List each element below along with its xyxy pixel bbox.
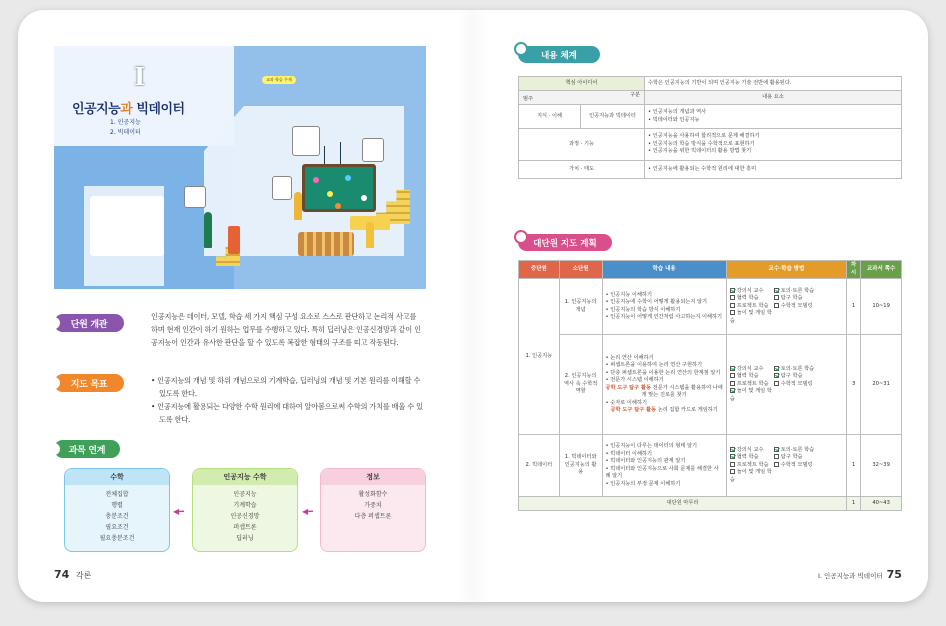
checkbox-icon <box>730 373 735 378</box>
title-part-b: 빅데이터 <box>132 102 185 117</box>
relation-box-items <box>65 485 169 544</box>
chapter-cover-illustration <box>54 46 426 289</box>
relation-item: 다층 퍼셉트론 <box>354 513 392 520</box>
category-cell: 가치 · 태도 <box>519 161 645 179</box>
relation-arrow: ◀━ <box>173 507 184 516</box>
relation-item: 행렬 <box>111 502 123 509</box>
method-label: 놀이 및 게임 학습 <box>729 388 772 402</box>
table-row <box>519 279 902 335</box>
activity-text: 전문가 시스템을 활용하여 나에게 맞는 진로를 찾기 <box>641 384 723 398</box>
content-item: • 인공지능의 학습 방식을 수학적으로 표현하기 <box>648 141 898 149</box>
method-label: 토의·토론 학습 <box>780 287 815 294</box>
relation-item: 필요조건 <box>105 524 129 531</box>
method-option <box>774 381 818 389</box>
relation-box-items <box>193 485 297 544</box>
content-item: • 빅데이터 이해하기 <box>606 451 723 459</box>
table-row <box>519 161 902 179</box>
chapter-title <box>72 98 185 117</box>
content-item: • 인공지능을 위한 빅데이터의 활용 방법 찾기 <box>648 148 898 156</box>
goal-item: • 인공지능의 개념 및 하위 개념으로의 기계학습, 딥러닝의 개념 및 기본 원리를 이해할 수 있도록 한다. <box>151 376 421 398</box>
method-label: 프로젝트 학습 <box>736 380 769 387</box>
subtopic-2: 2. 빅데이터 <box>110 129 141 136</box>
goal-text: 인공지능에 활용되는 다양한 수학 원리에 대하여 알아봄으로써 수학의 가치를 배울 수 있도록 한다. <box>157 402 423 424</box>
activity-text: 논리 집합 카드로 게임하기 <box>656 407 718 413</box>
table-row <box>519 105 902 129</box>
learning-content-cell <box>602 335 726 435</box>
content-item: • 숫자로 이해하기 <box>606 400 723 408</box>
method-label: 프로젝트 학습 <box>736 461 769 468</box>
checkbox-icon <box>730 310 735 315</box>
method-checklist <box>726 435 846 497</box>
method-option <box>774 454 818 462</box>
person-figure <box>204 212 212 248</box>
method-label: 탐구 학습 <box>780 295 803 302</box>
method-label: 협력 학습 <box>736 373 759 380</box>
table-row <box>519 77 902 91</box>
activity-note <box>606 385 723 400</box>
person-figure <box>366 222 374 248</box>
method-checklist <box>726 335 846 435</box>
method-option <box>730 310 774 325</box>
content-item: • 인공지능이 다루는 데이터의 형태 알기 <box>606 443 723 451</box>
content-system-table <box>518 76 902 179</box>
hours-cell: 3 <box>846 335 860 435</box>
right-page-number <box>818 568 902 581</box>
key-idea-text: 수학은 인공지능의 기반이 되며 인공지능 기술 전반에 활용된다. <box>645 77 902 91</box>
method-label: 놀이 및 게임 학습 <box>729 469 772 483</box>
key-idea-header: 핵심 아이디어 <box>519 77 645 91</box>
section-label-text: 단원 개관 <box>70 319 108 330</box>
column-header: 소단원 <box>559 261 602 279</box>
table-row <box>519 129 902 161</box>
content-item: • 단층 퍼셉트론을 이용한 논리 연산의 한계점 알기 <box>606 370 723 378</box>
hours-cell: 1 <box>846 497 860 511</box>
relation-box-title: 정보 <box>321 469 425 485</box>
mid-unit-cell: 1. 인공지능 <box>519 279 560 435</box>
relation-item: 기계학습 <box>233 502 257 509</box>
plant-graphic <box>324 146 325 164</box>
checked-box-icon <box>774 366 779 371</box>
relation-arrow: ◀━ <box>302 507 313 516</box>
method-label: 토의·토론 학습 <box>780 446 815 453</box>
checkbox-icon <box>730 295 735 300</box>
pages-cell: 32~39 <box>861 435 902 497</box>
checked-box-icon <box>730 388 735 393</box>
content-item: • 인공지능을 사용하여 합리적으로 문제 해결하기 <box>648 133 898 141</box>
chapter-numeral: Ⅰ <box>134 62 146 91</box>
relation-item: 전체집합 <box>105 491 129 498</box>
checkbox-icon <box>774 454 779 459</box>
method-option <box>730 388 774 403</box>
checked-box-icon <box>730 454 735 459</box>
relation-item: 가중치 <box>364 502 382 509</box>
content-header: 내용 요소 <box>645 91 902 105</box>
method-option <box>774 462 818 470</box>
speech-bubble <box>272 176 292 200</box>
relation-box-info <box>320 468 426 552</box>
content-item: • 퍼셉트론을 이용하여 논리 연산 구현하기 <box>606 362 723 370</box>
content-item: • 인공지능에 수학이 어떻게 활용되는지 알기 <box>606 299 723 307</box>
speech-bubble <box>184 186 206 208</box>
page-number: 75 <box>886 568 902 581</box>
relation-box-title: 인공지능 수학 <box>193 469 297 485</box>
relation-item: 활성화함수 <box>358 491 388 498</box>
relation-item: 인공지능 <box>233 491 257 498</box>
method-label: 수학적 모델링 <box>780 302 813 309</box>
checkbox-icon <box>774 295 779 300</box>
table-footer-row <box>519 497 902 511</box>
method-label: 수학적 모델링 <box>780 380 813 387</box>
content-cell <box>645 105 902 129</box>
method-option <box>730 454 774 462</box>
goals-list <box>151 374 423 426</box>
activity-label: 공학 도구 탐구 활동 <box>605 384 652 391</box>
checkbox-icon <box>730 381 735 386</box>
sub-unit-cell: 1. 빅데이터와 인공지능의 활용 <box>559 435 602 497</box>
content-item: • 빅데이터와 인공지능 <box>648 117 898 125</box>
relation-item: 필요충분조건 <box>99 535 135 542</box>
person-figure <box>294 192 302 220</box>
content-item: • 인공지능에 활용되는 수학적 원리에 대한 흥미 <box>648 166 898 174</box>
hours-cell: 1 <box>846 435 860 497</box>
method-option <box>774 373 818 381</box>
pages-cell: 20~31 <box>861 335 902 435</box>
method-label: 협력 학습 <box>736 454 759 461</box>
category-cell: 과정 · 기능 <box>519 129 645 161</box>
pages-cell: 10~19 <box>861 279 902 335</box>
method-checklist <box>726 279 846 335</box>
method-label: 강의식 교수 <box>736 287 764 294</box>
relation-item: 인공신경망 <box>230 513 260 520</box>
checkbox-icon <box>774 381 779 386</box>
method-label: 협력 학습 <box>736 295 759 302</box>
content-item: • 전문가 시스템 이해하기 <box>606 377 723 385</box>
checkbox-icon <box>730 469 735 474</box>
sub-unit-cell: 2. 인공지능의 역사 속 수학적 역할 <box>559 335 602 435</box>
table-header-row <box>519 261 902 279</box>
book-spread <box>18 10 928 602</box>
activity-label: 공학 도구 탐구 활동 <box>610 407 657 413</box>
col-area-label: 범주 <box>523 95 534 102</box>
method-label: 강의식 교수 <box>736 446 764 453</box>
goal-item: • 인공지능에 활용되는 다양한 수학 원리에 대하여 알아봄으로써 수학의 가치를 배울 수 있도록 한다. <box>151 402 423 424</box>
section-label-text: 내용 체계 <box>541 50 577 61</box>
table-row <box>519 435 902 497</box>
blackboard-graphic <box>302 164 376 212</box>
method-label: 강의식 교수 <box>736 365 764 372</box>
section-label-relations <box>54 440 120 458</box>
content-item: • 빅데이터와 인공지능의 관계 알기 <box>606 458 723 466</box>
plant-graphic <box>340 142 341 164</box>
method-option <box>730 469 774 484</box>
method-label: 탐구 학습 <box>780 373 803 380</box>
subcategory-cell: 인공지능과 빅데이터 <box>581 105 645 129</box>
category-cell: 지식 · 이해 <box>519 105 581 129</box>
chapter-subtopics <box>110 118 141 138</box>
checked-box-icon <box>774 447 779 452</box>
hours-cell: 1 <box>846 279 860 335</box>
method-label: 수학적 모델링 <box>780 461 813 468</box>
method-label: 탐구 학습 <box>780 454 803 461</box>
left-page-number <box>54 568 91 581</box>
review-label: 대단원 마무리 <box>519 497 847 511</box>
section-label-overview <box>54 314 124 332</box>
content-item: • 인공지능이 어떻게 인간처럼 사고하는지 이해하기 <box>606 314 723 322</box>
checkbox-icon <box>774 303 779 308</box>
category-header <box>519 91 645 105</box>
column-header: 교과서 쪽수 <box>861 261 902 279</box>
content-item: • 인공지능 이해하기 <box>606 292 723 300</box>
title-part-mid: 과 <box>120 102 133 117</box>
table-row <box>519 91 902 105</box>
checked-box-icon <box>774 288 779 293</box>
method-label: 토의·토론 학습 <box>780 365 815 372</box>
relation-box-items <box>321 485 425 522</box>
method-label: 프로젝트 학습 <box>736 302 769 309</box>
checked-box-icon <box>774 373 779 378</box>
checked-box-icon <box>730 366 735 371</box>
content-cell <box>645 129 902 161</box>
col-div-label: 구분 <box>629 92 640 98</box>
content-item: • 논리 연산 이해하기 <box>606 355 723 363</box>
table-row <box>519 335 902 435</box>
checkbox-icon <box>774 462 779 467</box>
goal-text: 인공지능의 개념 및 하위 개념으로의 기계학습, 딥러닝의 개념 및 기본 원리를 이해할 수 있도록 한다. <box>157 376 421 398</box>
method-option <box>730 295 774 303</box>
section-label-text: 지도 목표 <box>70 379 108 390</box>
learning-content-cell <box>602 279 726 335</box>
relation-box-title: 수학 <box>65 469 169 485</box>
activity-note <box>606 407 723 415</box>
content-item: • 빅데이터와 인공지능으로 사회 문제를 해결한 사례 알기 <box>606 466 723 481</box>
learning-topic-tag: 교과 학습 주제 <box>262 76 296 84</box>
page-label: I. 인공지능과 빅데이터 <box>818 572 883 580</box>
section-label-plan <box>518 234 612 251</box>
method-option <box>774 295 818 303</box>
book-pile-graphic <box>298 232 354 256</box>
column-graphic <box>228 226 240 254</box>
title-part-a: 인공지능 <box>72 102 121 117</box>
relation-box-math <box>64 468 170 552</box>
pages-cell: 40~43 <box>861 497 902 511</box>
speech-bubble <box>362 138 384 162</box>
relation-item: 충분조건 <box>105 513 129 520</box>
page-label: 각론 <box>75 571 92 580</box>
info-card <box>90 196 164 256</box>
section-label-goals <box>54 374 124 392</box>
column-header: 학습 내용 <box>602 261 726 279</box>
section-label-text: 과목 연계 <box>68 445 106 456</box>
page-number: 74 <box>54 568 70 581</box>
method-option <box>730 373 774 381</box>
sub-unit-cell: 1. 인공지능의 개념 <box>559 279 602 335</box>
content-item: • 인공지능의 부정 문제 이해하기 <box>606 481 723 489</box>
method-label: 놀이 및 게임 학습 <box>729 310 772 324</box>
subtopic-1: 1. 인공지능 <box>110 119 141 126</box>
speech-bubble <box>292 126 320 156</box>
mid-unit-cell: 2. 빅데이터 <box>519 435 560 497</box>
method-option <box>774 303 818 311</box>
checkbox-icon <box>730 462 735 467</box>
section-label-content-system <box>518 46 600 63</box>
content-cell <box>645 161 902 179</box>
relation-box-ai-math <box>192 468 298 552</box>
content-item: • 인공지능의 학습 방식 이해하기 <box>606 307 723 315</box>
content-item: • 인공지능의 개념과 역사 <box>648 109 898 117</box>
checkbox-icon <box>730 303 735 308</box>
checked-box-icon <box>730 288 735 293</box>
column-header: 차시 <box>846 261 860 279</box>
column-header: 중단원 <box>519 261 560 279</box>
section-label-text: 대단원 지도 계획 <box>533 238 597 249</box>
relation-item: 퍼셉트론 <box>233 524 257 531</box>
relation-item: 딥러닝 <box>236 535 254 542</box>
overview-text: 인공지능은 데이터, 모델, 학습 세 가지 핵심 구성 요소로 스스로 판단하고 논리적 사고를 하며 현재 인간이 하기 원하는 업무를 수행하고 있다. 특히 딥러닝은 인공신경망과 같이 인공지능이 인간과 유사한 판단을 할 수 있도록 복잡한 형태의 구조를 띠고 작동된다. <box>151 312 421 347</box>
column-header: 교수·학습 방법 <box>726 261 846 279</box>
checked-box-icon <box>730 447 735 452</box>
learning-content-cell <box>602 435 726 497</box>
unit-plan-table <box>518 260 902 511</box>
